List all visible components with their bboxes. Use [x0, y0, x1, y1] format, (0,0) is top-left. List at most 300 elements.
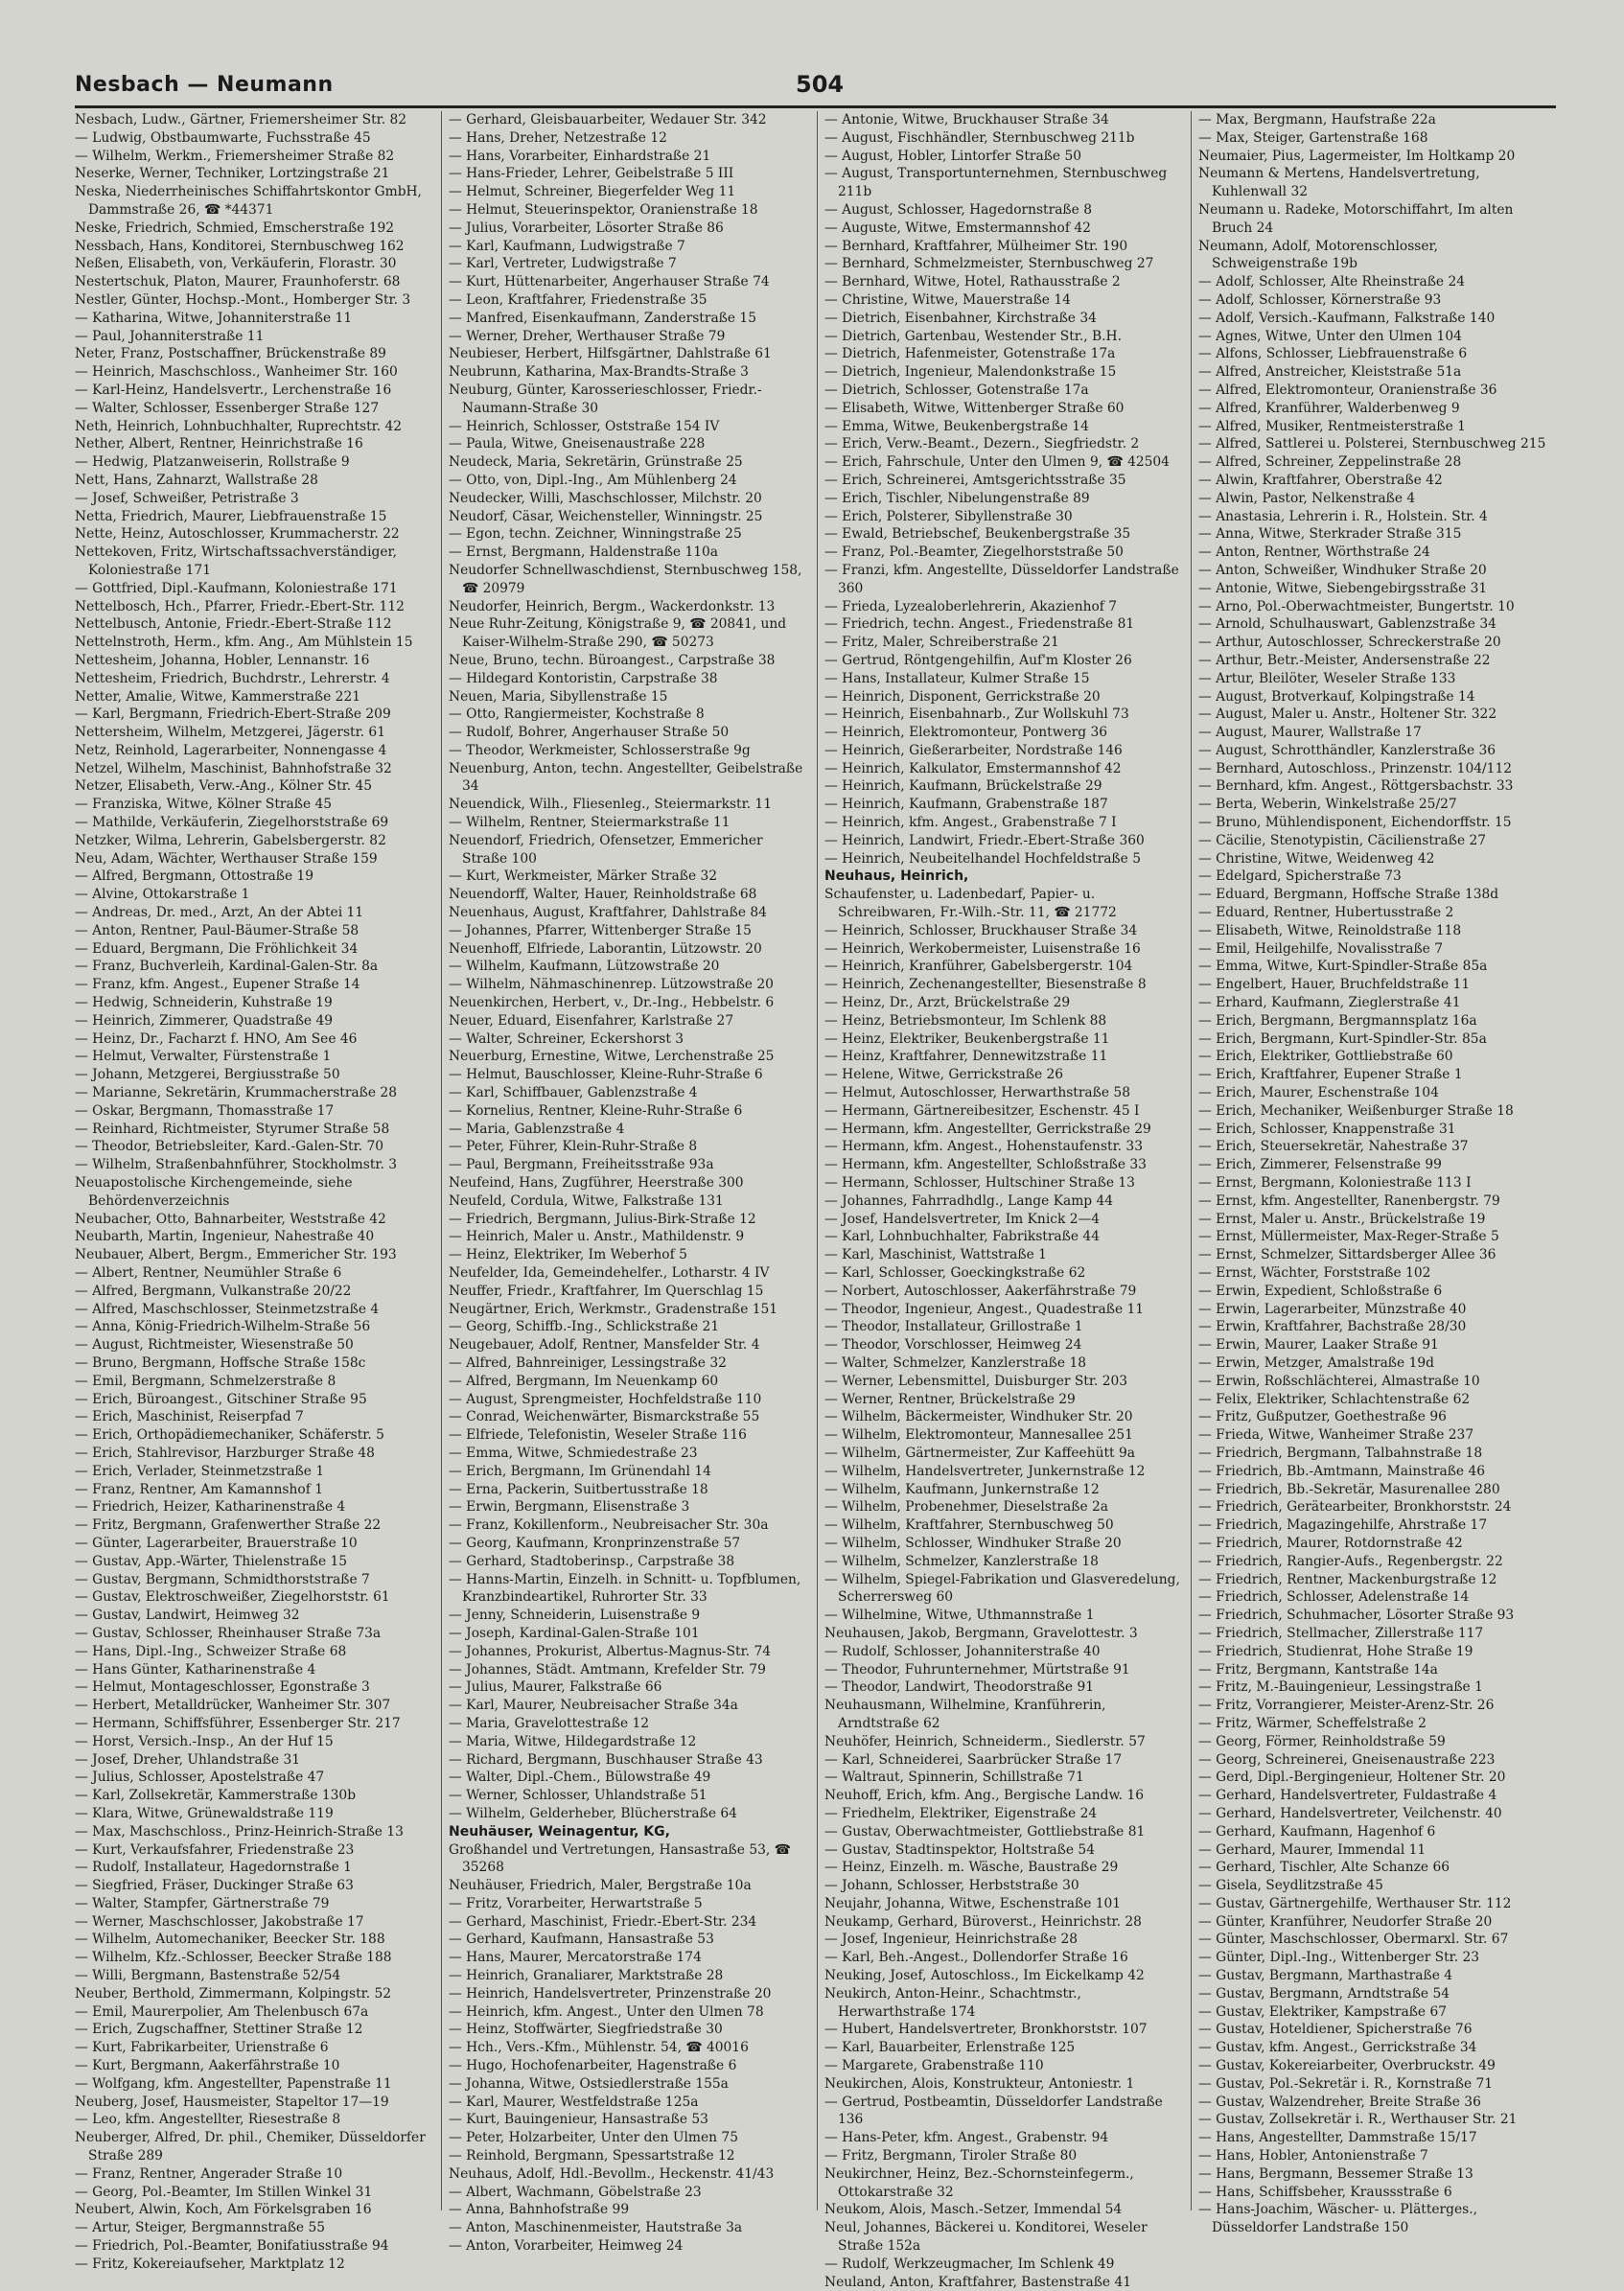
directory-entry: — August, Maler u. Anstr., Holtener Str. 322: [1198, 706, 1497, 723]
directory-entry: Neuberg, Josef, Hausmeister, Stapeltor 17—19: [75, 2094, 389, 2110]
directory-entry: Neu, Adam, Wächter, Werthauser Straße 159: [75, 850, 378, 867]
directory-entry: — Friedrich, Rangier-Aufs., Regenbergstr. 22: [1198, 1553, 1503, 1569]
directory-entry: Schaufenster, u. Ladenbedarf, Papier- u. Schreibwaren, Fr.-Wilh.-Str. 11, ☎ 21772: [824, 887, 1117, 921]
column-rule: [1191, 111, 1192, 2210]
directory-entry: — Alfred, Bergmann, Im Neuenkamp 60: [449, 1373, 719, 1389]
directory-entry: — Friedrich, Stellmacher, Zillerstraße 117: [1198, 1625, 1484, 1641]
directory-entry: — Leon, Kraftfahrer, Friedenstraße 35: [449, 291, 708, 308]
directory-entry: Neuhäuser, Weinagentur, KG,: [449, 1823, 670, 1840]
directory-entry: — August, Sprengmeister, Hochfeldstraße 110: [449, 1391, 762, 1407]
directory-entry: — Alwin, Kraftfahrer, Oberstraße 42: [1198, 472, 1443, 488]
directory-entry: — Karl, Schlosser, Goeckingkstraße 62: [824, 1265, 1086, 1281]
directory-entry: — Heinz, Kraftfahrer, Dennewitzstraße 11: [824, 1049, 1108, 1065]
directory-entry: — Friedrich, techn. Angest., Friedenstraße 81: [824, 616, 1135, 633]
directory-entry: — Maria, Gablenzstraße 4: [449, 1121, 625, 1137]
directory-entry: — Hugo, Hochofenarbeiter, Hagenstraße 6: [449, 2058, 737, 2074]
directory-entry: — Friedrich, Bergmann, Julius-Birk-Straße 12: [449, 1211, 756, 1227]
directory-entry: — Paul, Bergmann, Freiheitsstraße 93a: [449, 1157, 714, 1173]
directory-entry: — Gottfried, Dipl.-Kaufmann, Koloniestraße 171: [75, 580, 398, 596]
directory-entry: — Berta, Weberin, Winkelstraße 25/27: [1198, 797, 1457, 813]
directory-entry: — Bernhard, Autoschloss., Prinzenstr. 104/112: [1198, 760, 1512, 776]
directory-entry: — Walter, Schlosser, Essenberger Straße 127: [75, 400, 380, 416]
directory-entry: — Georg, Schiffb.-Ing., Schlickstraße 21: [449, 1319, 720, 1335]
directory-entry: — Conrad, Weichenwärter, Bismarckstraße 55: [449, 1409, 760, 1425]
directory-entry: — Hermann, kfm. Angest., Hohenstaufenstr. 33: [824, 1139, 1143, 1155]
directory-entry: — Joseph, Kardinal-Galen-Straße 101: [449, 1625, 700, 1641]
directory-entry: — Friedrich, Bb.-Amtmann, Mainstraße 46: [1198, 1463, 1486, 1479]
directory-entry: — Erich, Schreinerei, Amtsgerichtsstraße 35: [824, 472, 1126, 488]
directory-entry: — Klara, Witwe, Grünewaldstraße 119: [75, 1805, 334, 1821]
page-number: 504: [796, 71, 845, 98]
directory-entry: Nestler, Günter, Hochsp.-Mont., Homberger Str. 3: [75, 291, 411, 308]
directory-entry: — Christine, Witwe, Mauerstraße 14: [824, 291, 1071, 308]
directory-entry: — Theodor, Werkmeister, Schlosserstraße 9g: [449, 742, 751, 758]
directory-entry: Nether, Albert, Rentner, Heinrichstraße 16: [75, 436, 363, 452]
directory-entry: — Wilhelm, Schlosser, Windhuker Straße 20: [824, 1535, 1122, 1551]
directory-entry: Nettekoven, Fritz, Wirtschaftssachverständiger, Koloniestraße 171: [75, 544, 397, 578]
directory-entry: — Hildegard Kontoristin, Carpstraße 38: [449, 670, 718, 686]
directory-entry: — Erich, Bergmann, Kurt-Spindler-Str. 85a: [1198, 1030, 1487, 1047]
directory-entry: — Norbert, Autoschlosser, Aakerfährstraße 79: [824, 1283, 1137, 1299]
directory-entry: Großhandel und Vertretungen, Hansastraße 53, ☎ 35268: [449, 1841, 791, 1876]
directory-entry: — Gustav, App.-Wärter, Thielenstraße 15: [75, 1553, 348, 1569]
directory-entry: Neujahr, Johanna, Witwe, Eschenstraße 101: [824, 1895, 1122, 1911]
directory-entry: — Wolfgang, kfm. Angestellter, Papenstraße 11: [75, 2075, 392, 2092]
directory-entry: Neter, Franz, Postschaffner, Brückenstraße 89: [75, 346, 386, 362]
directory-entry: — Heinrich, Kaufmann, Grabenstraße 187: [824, 797, 1108, 813]
directory-entry: — Karl, Schneiderei, Saarbrücker Straße 17: [824, 1751, 1123, 1768]
directory-entry: Neuhaus, Adolf, Hdl.-Bevollm., Heckenstr. 41/43: [449, 2165, 775, 2182]
directory-entry: — Max, Steiger, Gartenstraße 168: [1198, 129, 1428, 146]
directory-entry: Nessbach, Hans, Konditorei, Sternbuschweg 162: [75, 238, 405, 254]
directory-entry: — Helmut, Autoschlosser, Herwarthstraße 58: [824, 1085, 1130, 1101]
directory-entry: — Erwin, Kraftfahrer, Bachstraße 28/30: [1198, 1319, 1467, 1335]
directory-entry: — Eduard, Rentner, Hubertusstraße 2: [1198, 905, 1454, 921]
directory-entry: — Albert, Rentner, Neumühler Straße 6: [75, 1265, 342, 1281]
directory-entry: — Anton, Maschinenmeister, Hautstraße 3a: [449, 2220, 743, 2236]
directory-entry: — Erich, Maschinist, Reiserpfad 7: [75, 1409, 304, 1425]
page-header: [75, 67, 1556, 108]
directory-entry: — Gustav, Gärtnergehilfe, Werthauser Str. 112: [1198, 1895, 1512, 1911]
directory-entry: — Heinrich, kfm. Angest., Grabenstraße 7 I: [824, 815, 1117, 831]
directory-entry: — Bruno, Bergmann, Hoffsche Straße 158c: [75, 1354, 366, 1371]
directory-body: [75, 111, 1561, 2290]
directory-entry: Neuer, Eduard, Eisenfahrer, Karlstraße 27: [449, 1012, 734, 1029]
directory-entry: — Anton, Schweißer, Windhuker Straße 20: [1198, 562, 1487, 578]
directory-entry: — Hermann, kfm. Angestellter, Schloßstraße 33: [824, 1157, 1147, 1173]
directory-entry: Nettesheim, Johanna, Hobler, Lennanstr. 16: [75, 652, 370, 668]
directory-entry: — Alfred, Sattlerei u. Polsterei, Sternbuschweg 215: [1198, 436, 1546, 452]
directory-entry: — Fritz, Kokereiaufseher, Marktplatz 12: [75, 2256, 345, 2272]
directory-entry: Neuhöfer, Heinrich, Schneiderm., Siedlerstr. 57: [824, 1733, 1146, 1749]
directory-entry: — Hans, Dipl.-Ing., Schweizer Straße 68: [75, 1643, 347, 1659]
directory-entry: — Emma, Witwe, Kurt-Spindler-Straße 85a: [1198, 959, 1488, 975]
directory-entry: — Hermann, kfm. Angestellter, Gerrickstraße 29: [824, 1121, 1151, 1137]
directory-entry: — Reinhard, Richtmeister, Styrumer Straße 58: [75, 1121, 390, 1137]
directory-entry: Nettelnstroth, Herm., kfm. Ang., Am Mühlstein 15: [75, 635, 413, 651]
directory-entry: — Heinz, Elektriker, Beukenbergstraße 11: [824, 1030, 1110, 1047]
directory-entry: — Heinrich, Neubeitelhandel Hochfeldstraße 5: [824, 850, 1141, 867]
directory-entry: — Erich, Schlosser, Knappenstraße 31: [1198, 1121, 1456, 1137]
directory-entry: Nesbach, Ludw., Gärtner, Friemersheimer Str. 82: [75, 112, 407, 127]
directory-entry: Neudorfer Schnellwaschdienst, Sternbuschweg 158, ☎ 20979: [449, 562, 802, 596]
directory-entry: Neudecker, Willi, Maschschlosser, Milchstr. 20: [449, 490, 762, 506]
directory-entry: — Johannes, Städt. Amtmann, Krefelder Str. 79: [449, 1661, 766, 1678]
directory-entry: — Erich, Steuersekretär, Nahestraße 37: [1198, 1139, 1469, 1155]
directory-entry: — Wilhelm, Handelsvertreter, Junkernstraße 12: [824, 1463, 1146, 1479]
directory-entry: — Bernhard, kfm. Angest., Röttgersbachstr. 33: [1198, 778, 1514, 795]
directory-entry: — Werner, Rentner, Brückelstraße 29: [824, 1391, 1076, 1407]
directory-entry: — Heinz, Betriebsmonteur, Im Schlenk 88: [824, 1012, 1107, 1029]
directory-entry: — Erich, Stahlrevisor, Harzburger Straße 48: [75, 1445, 375, 1461]
directory-entry: — Manfred, Eisenkaufmann, Zanderstraße 15: [449, 310, 756, 326]
directory-entry: — Erich, Orthopädiemechaniker, Schäferstr. 5: [75, 1427, 384, 1444]
directory-entry: — Gerhard, Maschinist, Friedr.-Ebert-Str. 234: [449, 1913, 757, 1930]
directory-entry: — August, Maurer, Wallstraße 17: [1198, 725, 1422, 741]
directory-entry: Neuburg, Günter, Karosserieschlosser, Friedr.-Naumann-Straße 30: [449, 382, 762, 416]
directory-entry: — Gerhard, Handelsvertreter, Veilchenstr. 40: [1198, 1805, 1502, 1821]
directory-entry: — Felix, Elektriker, Schlachtenstraße 62: [1198, 1391, 1471, 1407]
directory-entry: — Hedwig, Platzanweiserin, Rollstraße 9: [75, 454, 350, 471]
directory-entry: Neuffer, Friedr., Kraftfahrer, Im Querschlag 15: [449, 1283, 764, 1299]
directory-entry: — Georg, Schreinerei, Gneisenaustraße 223: [1198, 1751, 1496, 1768]
directory-entry: — Dietrich, Schlosser, Gotenstraße 17a: [824, 382, 1089, 398]
directory-entry: Netzel, Wilhelm, Maschinist, Bahnhofstraße 32: [75, 760, 392, 776]
directory-entry: — August, Fischhändler, Sternbuschweg 211b: [824, 129, 1135, 146]
directory-entry: — Kurt, Bergmann, Aakerfährstraße 10: [75, 2058, 340, 2074]
directory-entry: — Hans, Maurer, Mercatorstraße 174: [449, 1950, 702, 1966]
directory-entry: Nett, Hans, Zahnarzt, Wallstraße 28: [75, 472, 318, 488]
directory-entry: — Erwin, Expedient, Schloßstraße 6: [1198, 1283, 1443, 1299]
directory-entry: Neumaier, Pius, Lagermeister, Im Holtkamp 20: [1198, 148, 1516, 164]
directory-entry: — Willi, Bergmann, Bastenstraße 52/54: [75, 1968, 341, 1984]
directory-entry: — Reinhold, Bergmann, Spessartstraße 12: [449, 2148, 735, 2164]
directory-entry: — Wilhelm, Kraftfahrer, Sternbuschweg 50: [824, 1517, 1114, 1534]
directory-entry: — Heinrich, Kalkulator, Emstermannshof 42: [824, 760, 1122, 776]
directory-entry: — Erich, Mechaniker, Weißenburger Straße 18: [1198, 1102, 1514, 1119]
directory-entry: — Erich, Zimmerer, Felsenstraße 99: [1198, 1157, 1442, 1173]
directory-entry: — Anastasia, Lehrerin i. R., Holstein. Str. 4: [1198, 508, 1488, 524]
directory-entry: — Georg, Kaufmann, Kronprinzenstraße 57: [449, 1535, 741, 1551]
directory-entry: — Julius, Vorarbeiter, Lösorter Straße 86: [449, 220, 724, 236]
directory-entry: Neumann & Mertens, Handelsvertretung, Kuhlenwall 32: [1198, 166, 1480, 200]
directory-entry: Neugebauer, Adolf, Rentner, Mansfelder Str. 4: [449, 1337, 760, 1354]
directory-entry: — Gustav, Zollsekretär i. R., Werthauser Str. 21: [1198, 2112, 1518, 2128]
directory-entry: — Andreas, Dr. med., Arzt, An der Abtei 11: [75, 905, 364, 921]
directory-entry: — Eduard, Bergmann, Die Fröhlichkeit 34: [75, 940, 359, 957]
directory-entry: — Heinrich, Zechenangestellter, Biesenstraße 8: [824, 977, 1147, 993]
directory-entry: — August, Schlosser, Hagedornstraße 8: [824, 201, 1092, 218]
directory-entry: Nettersheim, Wilhelm, Metzgerei, Jägerstr. 61: [75, 725, 385, 741]
directory-entry: — Wilhelm, Kaufmann, Lützowstraße 20: [449, 959, 720, 975]
directory-entry: Netter, Amalie, Witwe, Kammerstraße 221: [75, 688, 361, 705]
directory-entry: — Ernst, kfm. Angestellter, Ranenbergstr. 79: [1198, 1192, 1500, 1209]
directory-entry: — Franzi, kfm. Angestellte, Düsseldorfer Landstraße 360: [824, 562, 1179, 596]
directory-entry: — Richard, Bergmann, Buschhauser Straße 43: [449, 1751, 763, 1768]
directory-entry: — Gustav, Stadtinspektor, Holtstraße 54: [824, 1841, 1095, 1858]
directory-entry: — Alvine, Ottokarstraße 1: [75, 887, 250, 903]
directory-entry: Neugärtner, Erich, Werkmstr., Gradenstraße 151: [449, 1301, 778, 1317]
directory-entry: — Gustav, Walzendreher, Breite Straße 36: [1198, 2094, 1481, 2110]
directory-entry: — Gustav, Elektroschweißer, Ziegelhorststr. 61: [75, 1589, 390, 1606]
directory-entry: Neubauer, Albert, Bergm., Emmericher Str. 193: [75, 1247, 397, 1263]
directory-entry: — Franz, Buchverleih, Kardinal-Galen-Str. 8a: [75, 959, 379, 975]
directory-entry: Neumann u. Radeke, Motorschiffahrt, Im alten Bruch 24: [1198, 201, 1514, 236]
directory-entry: — Heinz, Elektriker, Im Weberhof 5: [449, 1247, 687, 1263]
directory-entry: Neuendick, Wilh., Fliesenleg., Steiermarkstr. 11: [449, 797, 772, 813]
directory-entry: — Hermann, Gärtnereibesitzer, Eschenstr. 45 I: [824, 1102, 1140, 1119]
directory-entry: Neul, Johannes, Bäckerei u. Konditorei, Weseler Straße 152a: [824, 2220, 1148, 2255]
directory-entry: — Wilhelm, Gelderheber, Blücherstraße 64: [449, 1805, 737, 1821]
directory-entry: — Ernst, Bergmann, Haldenstraße 110a: [449, 544, 719, 561]
directory-entry: — Karl, Schiffbauer, Gablenzstraße 4: [449, 1085, 698, 1101]
directory-entry: Neudorf, Cäsar, Weichensteller, Winningstr. 25: [449, 508, 763, 524]
directory-entry: — Wilhelm, Elektromonteur, Mannesallee 251: [824, 1427, 1133, 1444]
directory-entry: — Hans-Joachim, Wäscher- u. Plätterges., Düsseldorfer Landstraße 150: [1198, 2202, 1477, 2236]
directory-entry: — Egon, techn. Zeichner, Winningstraße 25: [449, 526, 742, 543]
directory-entry: — Wilhelm, Spiegel-Fabrikation und Glasveredelung, Scherrersweg 60: [824, 1571, 1180, 1606]
directory-entry: — Max, Bergmann, Haufstraße 22a: [1198, 112, 1436, 127]
directory-entry: — Karl-Heinz, Handelsvertr., Lerchenstraße 16: [75, 382, 392, 398]
directory-entry: — Franz, Kokillenform., Neubreisacher Str. 30a: [449, 1517, 769, 1534]
directory-entry: — Fritz, Vorrangierer, Meister-Arenz-Str. 26: [1198, 1698, 1495, 1714]
directory-entry: — Kurt, Fabrikarbeiter, Urienstraße 6: [75, 2040, 329, 2056]
directory-entry: — Horst, Versich.-Insp., An der Huf 15: [75, 1733, 334, 1749]
directory-entry: — Fritz, Bergmann, Tiroler Straße 80: [824, 2148, 1078, 2164]
directory-entry: — Heinrich, Gießerarbeiter, Nordstraße 146: [824, 742, 1123, 758]
directory-entry: — Wilhelm, Bäckermeister, Windhuker Str. 20: [824, 1409, 1133, 1425]
directory-entry: Neuendorf, Friedrich, Ofensetzer, Emmericher Straße 100: [449, 832, 763, 867]
directory-entry: — Anna, Bahnhofstraße 99: [449, 2202, 630, 2218]
directory-entry: — Erwin, Roßschlächterei, Almastraße 10: [1198, 1373, 1480, 1389]
directory-entry: — Friedrich, Pol.-Beamter, Bonifatiusstraße 94: [75, 2238, 389, 2255]
directory-entry: Neubarth, Martin, Ingenieur, Nahestraße 40: [75, 1229, 375, 1245]
directory-entry: — Johannes, Fahrradhdlg., Lange Kamp 44: [824, 1192, 1114, 1209]
directory-entry: — Alfons, Schlosser, Liebfrauenstraße 6: [1198, 346, 1468, 362]
directory-entry: — Emil, Bergmann, Schmelzerstraße 8: [75, 1373, 336, 1389]
directory-entry: — Hans-Peter, kfm. Angest., Grabenstr. 94: [824, 2130, 1109, 2146]
directory-entry: — Erich, Büroangest., Gitschiner Straße 95: [75, 1391, 367, 1407]
directory-entry: — Dietrich, Gartenbau, Westender Str., B.H.: [824, 328, 1122, 344]
directory-entry: — Otto, von, Dipl.-Ing., Am Mühlenberg 24: [449, 472, 737, 488]
directory-entry: — Gustav, Bergmann, Arndtstraße 54: [1198, 1985, 1450, 2002]
directory-entry: — Gustav, Oberwachtmeister, Gottliebstraße 81: [824, 1823, 1146, 1840]
directory-entry: — August, Schrotthändler, Kanzlerstraße 36: [1198, 742, 1496, 758]
directory-entry: — Fritz, Bergmann, Kantstraße 14a: [1198, 1661, 1438, 1678]
directory-entry: — Heinrich, Maler u. Anstr., Mathildenstr. 9: [449, 1229, 745, 1245]
directory-entry: — Georg, Förmer, Reinholdstraße 59: [1198, 1733, 1446, 1749]
directory-entry: — Friedrich, Studienrat, Hohe Straße 19: [1198, 1643, 1473, 1659]
directory-entry: — Mathilde, Verkäuferin, Ziegelhorststraße 69: [75, 815, 389, 831]
directory-entry: — Gertrud, Röntgengehilfin, Auf'm Kloster 26: [824, 652, 1132, 668]
directory-entry: — Ewald, Betriebschef, Beukenbergstraße 35: [824, 526, 1131, 543]
directory-entry: — Kurt, Verkaufsfahrer, Friedenstraße 23: [75, 1841, 355, 1858]
directory-entry: Neuland, Anton, Kraftfahrer, Bastenstraße 41: [824, 2274, 1132, 2290]
running-head: Nesbach — Neumann: [75, 73, 334, 97]
directory-entry: — Gustav, kfm. Angest., Gerrickstraße 34: [1198, 2040, 1477, 2056]
directory-entry: — Fritz, M.-Bauingenieur, Lessingstraße 1: [1198, 1679, 1483, 1696]
directory-entry: — Franziska, Witwe, Kölner Straße 45: [75, 797, 333, 813]
directory-entry: — Gertrud, Postbeamtin, Düsseldorfer Landstraße 136: [824, 2094, 1163, 2128]
directory-entry: — Alfred, Musiker, Rentmeisterstraße 1: [1198, 418, 1466, 434]
directory-entry: Neubacher, Otto, Bahnarbeiter, Weststraße 42: [75, 1211, 386, 1227]
directory-entry: — Adolf, Schlosser, Alte Rheinstraße 24: [1198, 274, 1466, 290]
directory-entry: — Gustav, Pol.-Sekretär i. R., Kornstraße 71: [1198, 2075, 1494, 2092]
directory-entry: — Fritz, Maler, Schreiberstraße 21: [824, 635, 1059, 651]
directory-entry: Neufeind, Hans, Zugführer, Heerstraße 300: [449, 1175, 744, 1192]
directory-entry: — Karl, Zollsekretär, Kammerstraße 130b: [75, 1788, 357, 1804]
directory-entry: Netzker, Wilma, Lehrerin, Gabelsbergerstr. 82: [75, 832, 386, 848]
directory-entry: — Johannes, Pfarrer, Wittenberger Straße 15: [449, 922, 752, 938]
directory-entry: Nestertschuk, Platon, Maurer, Fraunhoferstr. 68: [75, 274, 401, 290]
directory-entry: — Johanna, Witwe, Ostsiedlerstraße 155a: [449, 2075, 729, 2092]
directory-entry: — Günter, Dipl.-Ing., Wittenberger Str. 23: [1198, 1950, 1480, 1966]
directory-entry: — Fritz, Bergmann, Grafenwerther Straße 22: [75, 1517, 382, 1534]
directory-entry: — Hans, Dreher, Netzestraße 12: [449, 129, 667, 146]
directory-entry: — Emma, Witwe, Beukenbergstraße 14: [824, 418, 1089, 434]
directory-entry: — Helmut, Schreiner, Biegerfelder Weg 11: [449, 184, 736, 200]
directory-entry: — August, Transportunternehmen, Sternbuschweg 211b: [824, 166, 1168, 200]
directory-entry: Neßen, Elisabeth, von, Verkäuferin, Florastr. 30: [75, 256, 397, 272]
directory-entry: Neubieser, Herbert, Hilfsgärtner, Dahlstraße 61: [449, 346, 772, 362]
directory-entry: — Christine, Witwe, Weidenweg 42: [1198, 850, 1435, 867]
directory-entry: Nettelbusch, Antonie, Friedr.-Ebert-Straße 112: [75, 616, 392, 633]
directory-entry: — Helmut, Bauschlosser, Kleine-Ruhr-Straße 6: [449, 1067, 763, 1083]
directory-entry: Netzer, Elisabeth, Verw.-Ang., Kölner Str. 45: [75, 778, 373, 795]
directory-entry: Neuenkirchen, Herbert, v., Dr.-Ing., Hebbelstr. 6: [449, 995, 775, 1011]
directory-entry: — Gerhard, Kaufmann, Hagenhof 6: [1198, 1823, 1436, 1840]
directory-entry: — Wilhelm, Straßenbahnführer, Stockholmstr. 3: [75, 1157, 397, 1173]
directory-entry: — Arnold, Schulhauswart, Gablenzstraße 34: [1198, 616, 1496, 633]
directory-entry: — Auguste, Witwe, Emstermannshof 42: [824, 220, 1091, 236]
column-1: [75, 111, 433, 2272]
directory-entry: — August, Brotverkauf, Kolpingstraße 14: [1198, 688, 1475, 705]
directory-entry: Neuhausen, Jakob, Bergmann, Gravelottestr. 3: [824, 1625, 1138, 1641]
directory-entry: — Elisabeth, Witwe, Reinoldstraße 118: [1198, 922, 1462, 938]
directory-entry: — Arthur, Autoschlosser, Schreckerstraße 20: [1198, 635, 1501, 651]
directory-entry: Neukirchen, Alois, Konstrukteur, Antoniestr. 1: [824, 2075, 1135, 2092]
directory-entry: Neuhäuser, Friedrich, Maler, Bergstraße 10a: [449, 1878, 752, 1894]
directory-entry: — Agnes, Witwe, Unter den Ulmen 104: [1198, 328, 1462, 344]
directory-entry: — Rudolf, Bohrer, Angerhauser Straße 50: [449, 725, 730, 741]
directory-entry: — Erwin, Bergmann, Elisenstraße 3: [449, 1499, 690, 1516]
directory-entry: Neukom, Alois, Masch.-Setzer, Immendal 54: [824, 2202, 1123, 2218]
directory-entry: Neth, Heinrich, Lohnbuchhalter, Ruprechtstr. 42: [75, 418, 403, 434]
directory-entry: — Anton, Vorarbeiter, Heimweg 24: [449, 2238, 684, 2255]
directory-entry: — Gerhard, Tischler, Alte Schanze 66: [1198, 1860, 1450, 1876]
directory-entry: — Heinrich, Kaufmann, Brückelstraße 29: [824, 778, 1102, 795]
directory-entry: — Theodor, Ingenieur, Angest., Quadestraße 11: [824, 1301, 1145, 1317]
directory-entry: — Hans, Schiffsbeher, Kraussstraße 6: [1198, 2184, 1452, 2200]
directory-entry: — Alwin, Pastor, Nelkenstraße 4: [1198, 490, 1416, 506]
directory-entry: — Friedrich, Gerätearbeiter, Bronkhorststr. 24: [1198, 1499, 1512, 1516]
directory-entry: — Johann, Schlosser, Herbststraße 30: [824, 1878, 1079, 1894]
directory-entry: — Erich, Bergmann, Im Grünendahl 14: [449, 1463, 711, 1479]
directory-entry: — Heinz, Dr., Facharzt f. HNO, Am See 46: [75, 1030, 358, 1047]
directory-entry: — Wilhelm, Nähmaschinenrep. Lützowstraße 20: [449, 977, 774, 993]
directory-entry: — Helmut, Montageschlosser, Egonstraße 3: [75, 1679, 370, 1696]
directory-entry: — Hans, Hobler, Antonienstraße 7: [1198, 2148, 1428, 2164]
directory-entry: — Ernst, Maler u. Anstr., Brückelstraße 19: [1198, 1211, 1486, 1227]
directory-entry: Neuhausmann, Wilhelmine, Kranführerin, Arndtstraße 62: [824, 1698, 1106, 1731]
directory-entry: — Günter, Lagerarbeiter, Brauerstraße 10: [75, 1535, 358, 1551]
directory-entry: — Gustav, Elektriker, Kampstraße 67: [1198, 2003, 1448, 2020]
directory-entry: Neue, Bruno, techn. Büroangest., Carpstraße 38: [449, 652, 776, 668]
directory-entry: — Hanns-Martin, Einzelh. in Schnitt- u. Topfblumen, Kranzbindeartikel, Ruhrorter Str. 33: [449, 1571, 801, 1606]
directory-entry: — Gustav, Landwirt, Heimweg 32: [75, 1608, 300, 1624]
directory-entry: — Paul, Johanniterstraße 11: [75, 328, 265, 344]
directory-entry: — Karl, Vertreter, Ludwigstraße 7: [449, 256, 677, 272]
directory-entry: — Emil, Heilgehilfe, Novalisstraße 7: [1198, 940, 1443, 957]
directory-entry: — Georg, Pol.-Beamter, Im Stillen Winkel 31: [75, 2184, 373, 2200]
directory-entry: — Arthur, Betr.-Meister, Andersenstraße 22: [1198, 652, 1491, 668]
directory-entry: Neukamp, Gerhard, Büroverst., Heinrichstr. 28: [824, 1913, 1142, 1930]
directory-entry: — Hans, Vorarbeiter, Einhardstraße 21: [449, 148, 711, 164]
directory-entry: — Günter, Kranführer, Neudorfer Straße 20: [1198, 1913, 1493, 1930]
directory-entry: — Erich, Polsterer, Sibyllenstraße 30: [824, 508, 1073, 524]
directory-entry: — Dietrich, Ingenieur, Malendonkstraße 15: [824, 364, 1117, 381]
directory-entry: — Adolf, Versich.-Kaufmann, Falkstraße 140: [1198, 310, 1496, 326]
directory-entry: — Erwin, Maurer, Laaker Straße 91: [1198, 1337, 1439, 1354]
column-3: [824, 111, 1184, 2290]
directory-entry: — Heinz, Stoffwärter, Siegfriedstraße 30: [449, 2022, 723, 2038]
directory-entry: — Helene, Witwe, Gerrickstraße 26: [824, 1067, 1064, 1083]
directory-entry: — Heinrich, Eisenbahnarb., Zur Wollskuhl 73: [824, 706, 1129, 723]
directory-entry: — Frieda, Lyzealoberlehrerin, Akazienhof 7: [824, 598, 1118, 614]
directory-entry: — Wilhelm, Probenehmer, Dieselstraße 2a: [824, 1499, 1108, 1516]
directory-entry: — Heinrich, Schlosser, Oststraße 154 IV: [449, 418, 720, 434]
column-4: [1198, 111, 1558, 2236]
directory-entry: — Alfred, Anstreicher, Kleiststraße 51a: [1198, 364, 1462, 381]
directory-entry: — Friedrich, Maurer, Rotdornstraße 42: [1198, 1535, 1463, 1551]
directory-entry: — Kurt, Werkmeister, Märker Straße 32: [449, 868, 718, 885]
directory-entry: — Kurt, Bauingenieur, Hansastraße 53: [449, 2112, 708, 2128]
directory-entry: — Franz, Rentner, Am Kamannshof 1: [75, 1481, 323, 1497]
directory-entry: — Herbert, Metalldrücker, Wanheimer Str. 307: [75, 1698, 391, 1714]
directory-entry: — Wilhelm, Kfz.-Schlosser, Beecker Straße 188: [75, 1950, 392, 1966]
directory-entry: — Gerhard, Stadtoberinsp., Carpstraße 38: [449, 1553, 735, 1569]
directory-entry: — Heinrich, Kranführer, Gabelsbergerstr. 104: [824, 959, 1133, 975]
directory-entry: — Erich, Maurer, Eschenstraße 104: [1198, 1085, 1439, 1101]
directory-entry: — Ernst, Wächter, Forststraße 102: [1198, 1265, 1431, 1281]
directory-entry: Neuenburg, Anton, techn. Angestellter, Geibelstraße 34: [449, 760, 803, 795]
directory-entry: — Karl, Lohnbuchhalter, Fabrikstraße 44: [824, 1229, 1100, 1245]
column-rule: [817, 111, 818, 2210]
directory-entry: — Karl, Bergmann, Friedrich-Ebert-Straße 209: [75, 706, 391, 723]
directory-entry: — Margarete, Grabenstraße 110: [824, 2058, 1044, 2074]
directory-entry: — Cäcilie, Stenotypistin, Cäcilienstraße 27: [1198, 832, 1487, 848]
directory-entry: — Hedwig, Schneiderin, Kuhstraße 19: [75, 995, 333, 1011]
directory-entry: — Franz, kfm. Angest., Eupener Straße 14: [75, 977, 360, 993]
directory-entry: — Walter, Schreiner, Eckershorst 3: [449, 1030, 684, 1047]
directory-entry: — Josef, Handelsvertreter, Im Knick 2—4: [824, 1211, 1101, 1227]
directory-entry: — Friedrich, Schuhmacher, Lösorter Straße 93: [1198, 1608, 1515, 1624]
directory-entry: — Johannes, Prokurist, Albertus-Magnus-Str. 74: [449, 1643, 771, 1659]
directory-entry: Neuberger, Alfred, Dr. phil., Chemiker, Düsseldorfer Straße 289: [75, 2130, 426, 2164]
directory-entry: — Walter, Schmelzer, Kanzlerstraße 18: [824, 1354, 1086, 1371]
directory-entry: — Peter, Holzarbeiter, Unter den Ulmen 75: [449, 2130, 738, 2146]
directory-entry: — Erna, Packerin, Suitbertusstraße 18: [449, 1481, 708, 1497]
directory-entry: Neumann, Adolf, Motorenschlosser, Schweigenstraße 19b: [1198, 238, 1439, 272]
directory-entry: — Hch., Vers.-Kfm., Mühlenstr. 54, ☎ 40016: [449, 2040, 749, 2056]
directory-entry: — Leo, kfm. Angestellter, Riesestraße 8: [75, 2112, 341, 2128]
directory-entry: Neuen, Maria, Sibyllenstraße 15: [449, 688, 668, 705]
directory-entry: — Otto, Rangiermeister, Kochstraße 8: [449, 706, 705, 723]
directory-entry: — Friedhelm, Elektriker, Eigenstraße 24: [824, 1805, 1098, 1821]
directory-entry: Neudeck, Maria, Sekretärin, Grünstraße 25: [449, 454, 743, 471]
directory-entry: — Hubert, Handelsvertreter, Bronkhorststr. 107: [824, 2022, 1148, 2038]
directory-entry: — Heinrich, Disponent, Gerrickstraße 20: [824, 688, 1101, 705]
